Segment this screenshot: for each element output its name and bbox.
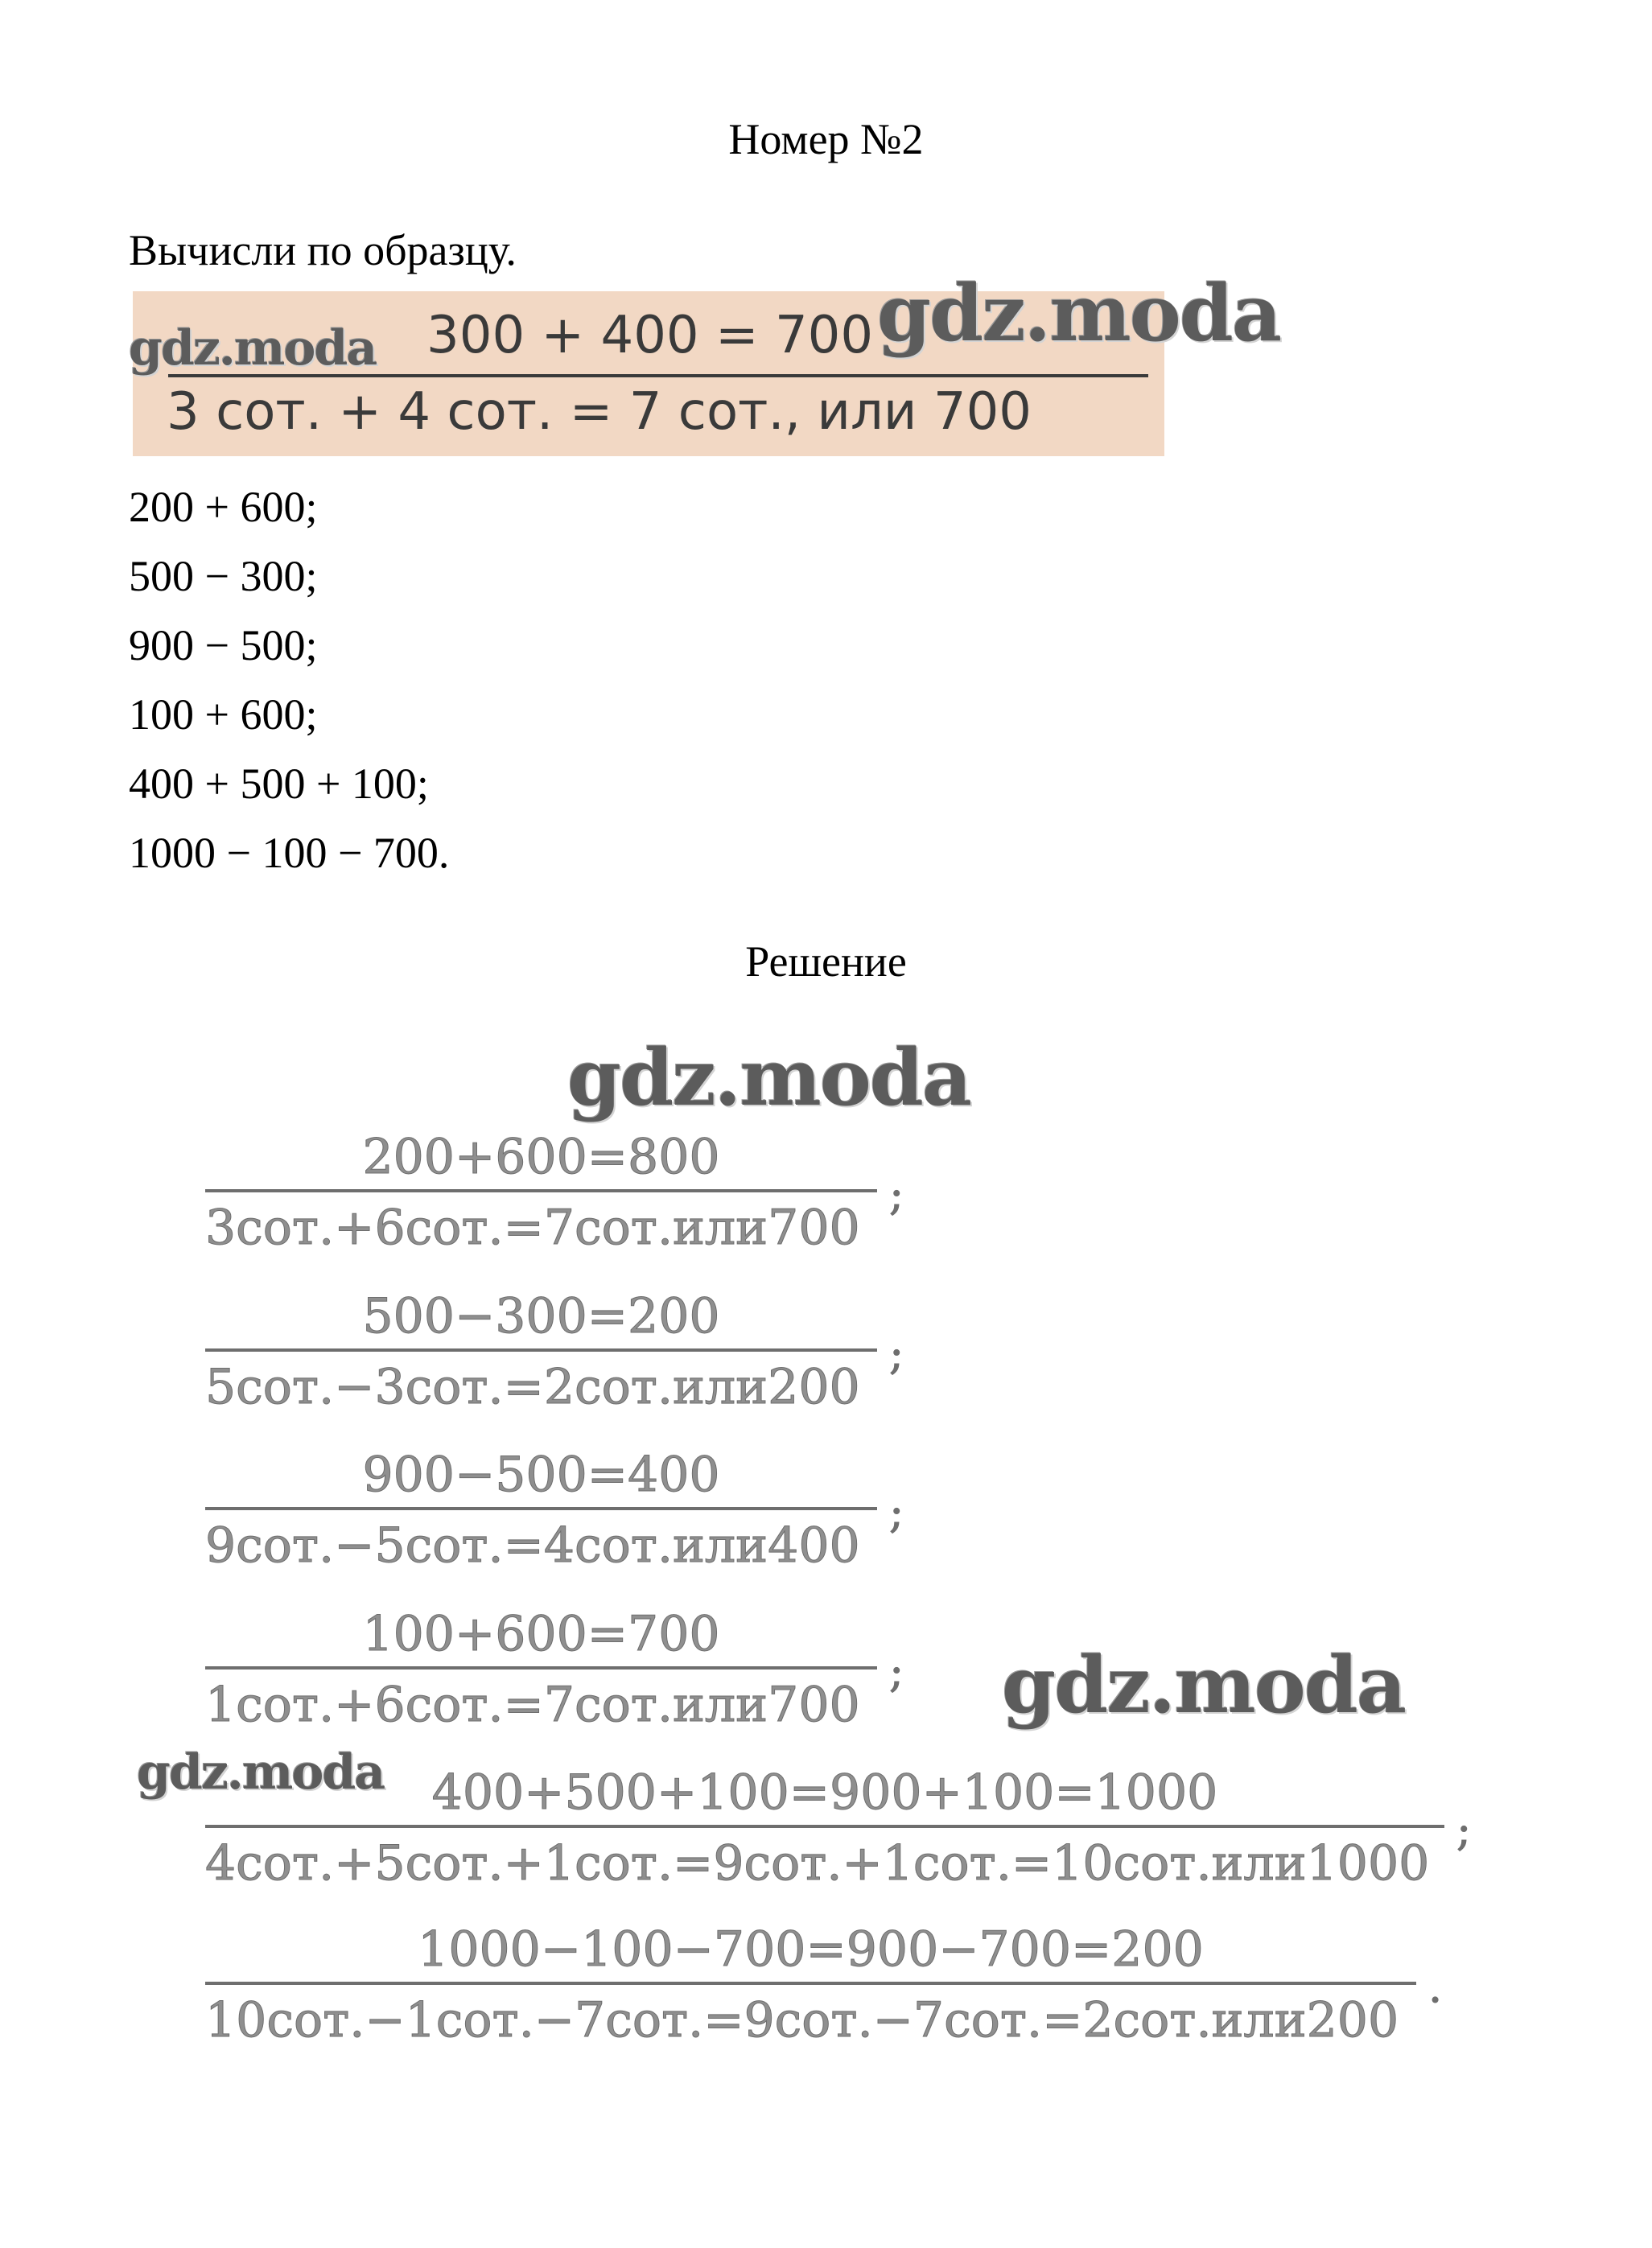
fraction-numerator: 900−500=400 <box>362 1447 720 1503</box>
watermark: gdz.moda <box>137 1744 385 1801</box>
problem-item: 1000 − 100 − 700. <box>129 829 450 877</box>
fraction-punctuation: ; <box>889 1328 904 1379</box>
watermark: gdz.moda <box>129 320 377 377</box>
watermark: gdz.moda <box>1002 1640 1406 1731</box>
fraction-denominator: 3сот.+6сот.=7сот.или700 <box>205 1200 860 1256</box>
fraction-bar <box>205 1666 877 1670</box>
solution-fraction <box>205 1604 904 1735</box>
fraction-punctuation: ; <box>1456 1805 1472 1855</box>
fraction-denominator: 10сот.−1сот.−7сот.=9сот.−7сот.=2сот.или200 <box>205 1992 1399 2048</box>
problem-item: 500 − 300; <box>129 552 318 600</box>
fraction-denominator: 1сот.+6сот.=7сот.или700 <box>205 1677 860 1733</box>
watermark: gdz.moda <box>567 1032 971 1123</box>
fraction-punctuation: ; <box>889 1646 904 1697</box>
fraction-punctuation: . <box>1428 1962 1443 2012</box>
fraction-numerator: 500−300=200 <box>362 1288 720 1344</box>
page-title: Номер №2 <box>728 115 924 163</box>
fraction-bar <box>205 1825 1444 1828</box>
problem-item: 900 − 500; <box>129 621 318 669</box>
fraction-denominator: 5сот.−3сот.=2сот.или200 <box>205 1359 860 1415</box>
fraction-punctuation: ; <box>889 1487 904 1538</box>
fraction-numerator: 1000−100−700=900−700=200 <box>418 1921 1204 1978</box>
fraction-numerator: 400+500+100=900+100=1000 <box>431 1764 1218 1821</box>
fraction-denominator: 4сот.+5сот.+1сот.=9сот.+1сот.=10сот.или1000 <box>205 1835 1430 1892</box>
fraction-numerator: 200+600=800 <box>362 1129 720 1185</box>
solution-fraction <box>205 1126 904 1258</box>
problem-item: 400 + 500 + 100; <box>129 760 429 808</box>
fraction-denominator: 9сот.−5сот.=4сот.или400 <box>205 1517 860 1574</box>
fraction-bar <box>205 1348 877 1352</box>
fraction-punctuation: ; <box>889 1169 904 1220</box>
solution-fraction <box>205 1286 904 1418</box>
example-numerator: 300 + 400 = 700 <box>426 306 874 365</box>
fraction-bar <box>205 1982 1416 1985</box>
example-denominator: 3 сот. + 4 сот. = 7 сот., или 700 <box>167 382 1032 442</box>
solution-fraction <box>205 1444 904 1576</box>
task-statement: Вычисли по образцу. <box>129 226 517 274</box>
problem-list <box>129 472 449 887</box>
fraction-numerator: 100+600=700 <box>362 1606 720 1662</box>
watermark: gdz.moda <box>877 268 1281 359</box>
fraction-bar <box>205 1507 877 1510</box>
problem-item: 200 + 600; <box>129 483 318 531</box>
solution-title: Решение <box>745 937 907 986</box>
solution-fraction <box>205 1919 1443 2051</box>
fraction-bar <box>205 1189 877 1192</box>
problem-item: 100 + 600; <box>129 690 318 739</box>
solution-fraction <box>205 1762 1472 1894</box>
